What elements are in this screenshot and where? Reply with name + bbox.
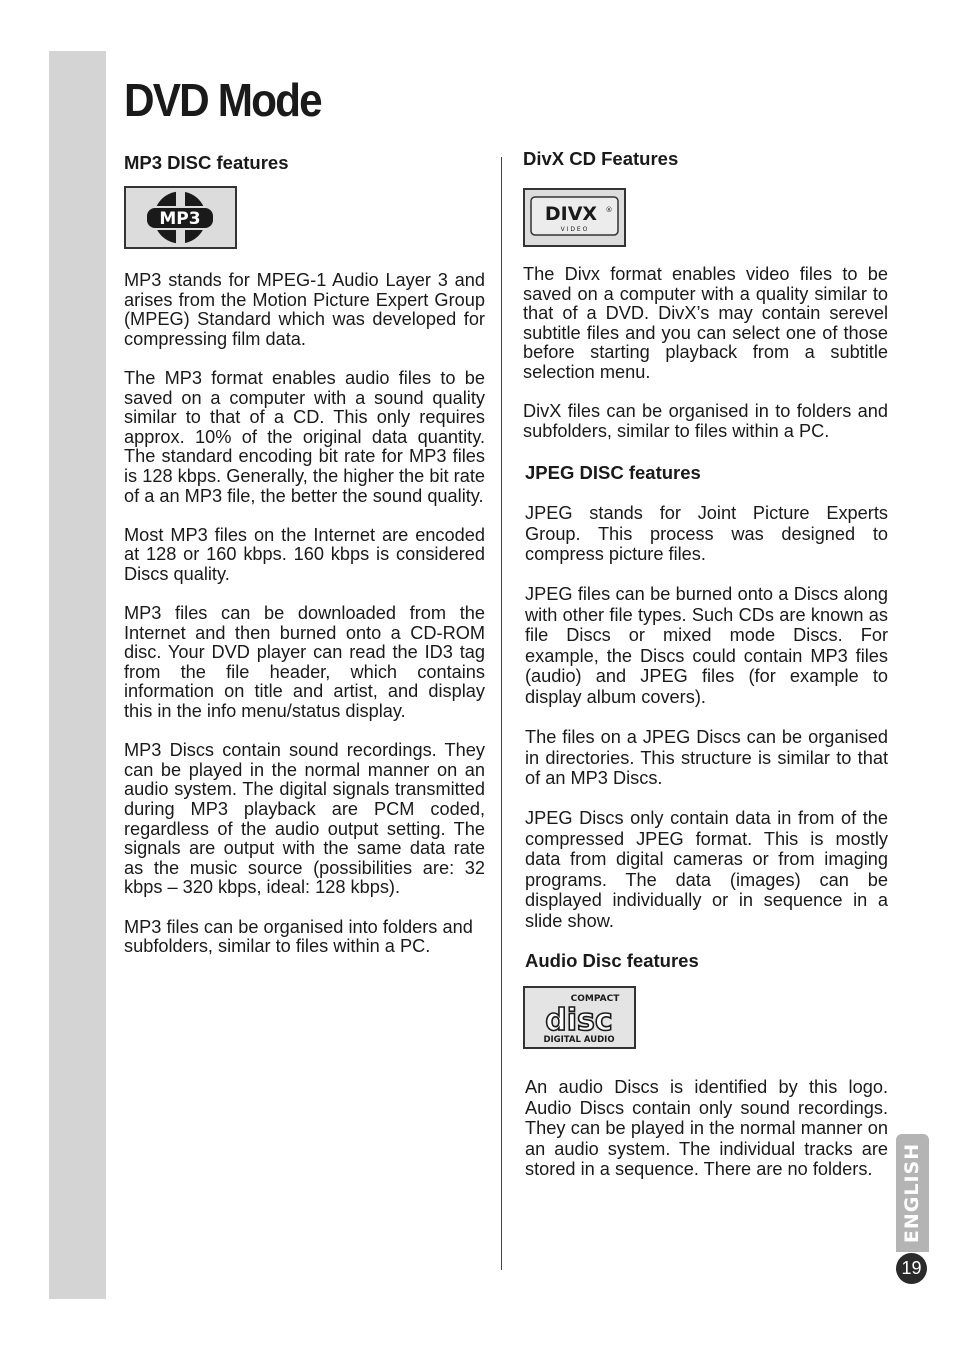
mp3-heading: MP3 DISC features <box>124 152 289 173</box>
left-column <box>124 152 485 957</box>
mp3-paragraph-3: Most MP3 files on the Internet are encoded at 128 or 160 kbps. 160 kbps is considered Discs quality. <box>124 524 485 584</box>
divx-logo-registered: ® <box>605 206 613 214</box>
divx-logo <box>523 188 626 247</box>
mp3-logo <box>124 186 237 249</box>
divx-heading: DivX CD Features <box>523 148 679 169</box>
audio-paragraph-1: An audio Discs is identified by this logo. Audio Discs contain only sound recordings. They can be played in the normal manner on an audio system. The individual tracks are stored in a sequence. There are no folders. <box>525 1077 888 1180</box>
right-column <box>523 148 888 1180</box>
cd-logo-top-text: COMPACT <box>570 994 620 1005</box>
compact-disc-logo-graphic <box>525 988 634 1047</box>
divx-logo-subtext: V I D E O <box>560 226 588 233</box>
cd-logo-bottom-text: DIGITAL AUDIO <box>543 1035 615 1046</box>
column-divider <box>501 157 502 1270</box>
language-tab-label: ENGLISH <box>901 1142 924 1244</box>
jpeg-paragraph-3: The files on a JPEG Discs can be organised in directories. This structure is similar to that of an MP3 Discs. <box>525 727 888 789</box>
jpeg-paragraph-1: JPEG stands for Joint Picture Experts Group. This process was designed to compress picture files. <box>525 503 888 565</box>
divx-paragraph-2: DivX files can be organised in to folders and subfolders, similar to files within a PC. <box>523 401 888 441</box>
mp3-paragraph-4: MP3 files can be downloaded from the Internet and then burned onto a CD-ROM disc. Your DVD player can read the ID3 tag from the file header, which contains information on title and artist, and display this in the info menu/status display. <box>124 603 485 722</box>
divx-logo-text: DIVX <box>544 203 598 225</box>
compact-disc-logo <box>523 986 636 1049</box>
cd-logo-main-text: disc <box>545 1003 613 1039</box>
mp3-paragraph-1: MP3 stands for MPEG-1 Audio Layer 3 and arises from the Motion Picture Expert Group (MPEG) Standard which was developed for compressing film data. <box>124 270 485 349</box>
page-title: DVD Mode <box>124 74 321 126</box>
jpeg-paragraph-4: JPEG Discs only contain data in from of the compressed JPEG format. This is mostly data from digital cameras or from imaging programs. The data (images) can be displayed individually or in sequence in a slide show. <box>525 808 888 931</box>
side-margin-bar <box>49 51 106 1299</box>
jpeg-heading: JPEG DISC features <box>525 462 701 484</box>
mp3-paragraph-5: MP3 Discs contain sound recordings. They can be played in the normal manner on an audio system. The digital signals transmitted during MP3 playback are PCM coded, regardless of the audio output setting. The signals are output with the same data rate as the music source (possibilities are: 32 kbps – 320 kbps, ideal: 128 kbps). <box>124 740 485 898</box>
audio-heading: Audio Disc features <box>525 950 699 972</box>
mp3-paragraph-2: The MP3 format enables audio files to be saved on a computer with a sound quality similar to that of a CD. This only requires approx. 10% of the original data quantity. The standard encoding bit rate for MP3 files is 128 kbps. Generally, the higher the bit rate of a an MP3 file, the better the sound quality. <box>124 367 485 506</box>
mp3-logo-text: MP3 <box>159 209 201 229</box>
jpeg-section <box>525 503 888 972</box>
mp3-paragraph-6: MP3 files can be organised into folders and subfolders, similar to files within a PC. <box>124 916 473 957</box>
language-tab <box>896 1134 929 1252</box>
divx-paragraph-1: The Divx format enables video files to be saved on a computer with a quality similar to that of a DVD. DivX’s may contain serevel subtitle files and you can select one of those before starting playback from a subtitle selection menu. <box>523 264 888 382</box>
page-number: 19 <box>896 1253 927 1284</box>
divx-logo-graphic <box>525 190 624 245</box>
mp3-logo-graphic <box>126 188 235 247</box>
jpeg-paragraph-2: JPEG files can be burned onto a Discs along with other file types. Such CDs are known as file Discs or mixed mode Discs. For example, the Discs could contain MP3 files (audio) and JPEG files (for example to display album covers). <box>525 584 888 707</box>
